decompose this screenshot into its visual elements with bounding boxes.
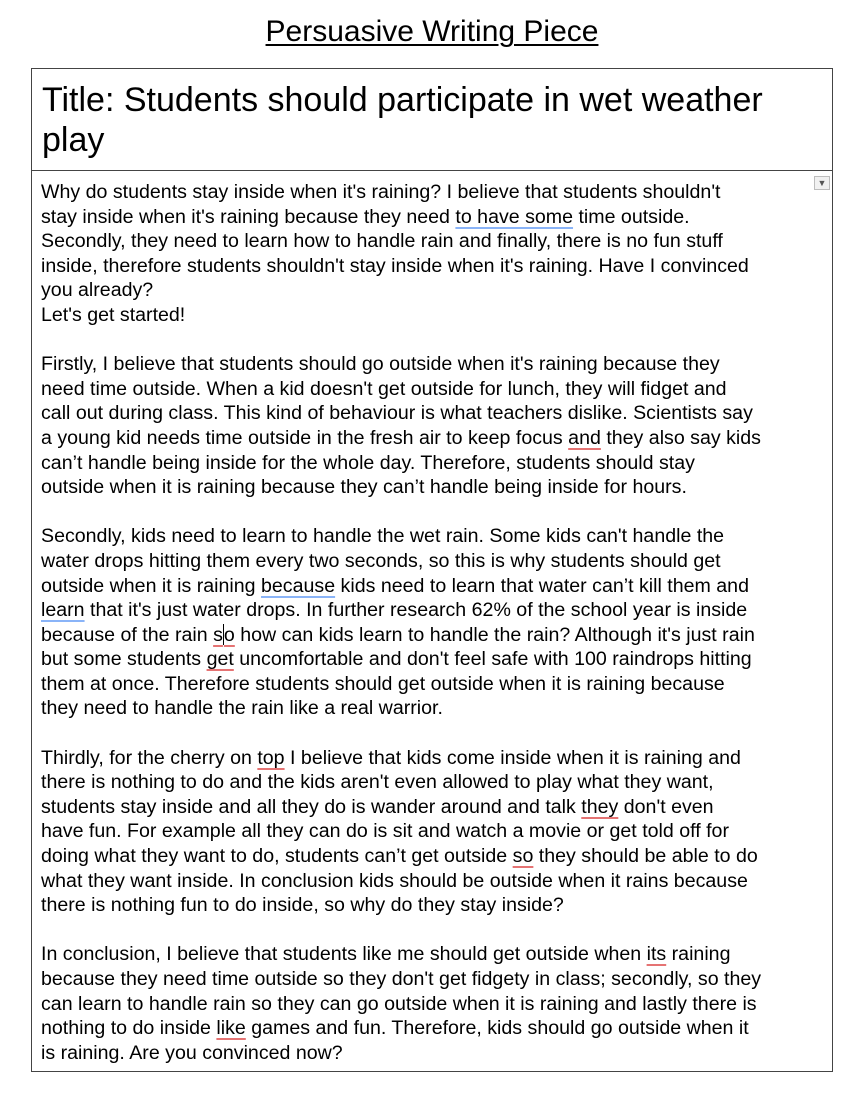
text-segment: kids need to learn that water can’t kill them and (335, 574, 749, 597)
text-line (41, 574, 822, 599)
text-line: need time outside. When a kid doesn't get outside for lunch, they will fidget and (41, 377, 727, 400)
text-segment: they should be able to do (533, 845, 758, 868)
text-line (41, 205, 822, 230)
text-line (41, 598, 822, 623)
text-line: can’t handle being inside for the whole day. Therefore, students should stay (41, 451, 695, 474)
text-line: they need to handle the rain like a real warrior. (41, 697, 443, 720)
text-line (41, 746, 822, 771)
title-cell[interactable] (32, 69, 832, 171)
text-line: have fun. For example all they can do is sit and watch a movie or get told off for (41, 820, 729, 843)
text-segment: but some students (41, 648, 207, 671)
text-segment: raining (666, 943, 731, 966)
text-line: is raining. Are you convinced now? (41, 1041, 343, 1064)
text-line (41, 647, 822, 672)
text-segment: s (213, 623, 223, 646)
text-line: there is nothing fun to do inside, so why do they stay inside? (41, 894, 564, 917)
text-segment: stay inside when it's raining because they need (41, 205, 456, 228)
text-segment: o (223, 623, 235, 646)
text-segment: how can kids learn to handle the rain? Although it's just rain (234, 623, 755, 646)
spelling-suggestion[interactable]: top (257, 746, 285, 769)
text-segment: that it's just water drops. In further research 62% of the school year is inside (84, 599, 748, 622)
spelling-suggestion[interactable]: get (206, 648, 234, 671)
title-line-2: play (42, 121, 105, 159)
text-segment: they also say kids (600, 426, 761, 449)
chevron-down-icon[interactable]: ▼ (814, 176, 830, 190)
spelling-suggestion[interactable] (213, 624, 235, 646)
grammar-suggestion[interactable]: because (261, 574, 336, 597)
text-segment: nothing to do inside (41, 1017, 217, 1040)
text-line (41, 623, 822, 648)
text-line: there is nothing to do and the kids aren't even allowed to play what they want, (41, 771, 714, 794)
spelling-suggestion[interactable]: like (216, 1017, 246, 1040)
text-segment: uncomfortable and don't feel safe with 100 raindrops hitting (233, 648, 752, 671)
title-line-1: Title: Students should participate in wet weather (42, 81, 763, 119)
text-line: Why do students stay inside when it's raining? I believe that students shouldn't (41, 181, 721, 203)
paragraph-firstly (41, 352, 822, 500)
paragraph-conclusion (41, 942, 822, 1065)
text-line: them at once. Therefore students should get outside when it is raining because (41, 672, 725, 695)
text-segment: In conclusion, I believe that students like me should get outside when (41, 943, 647, 966)
text-line: Firstly, I believe that students should go outside when it's raining because they (41, 353, 720, 376)
text-line: call out during class. This kind of behaviour is what teachers dislike. Scientists say (41, 402, 753, 425)
spelling-suggestion[interactable]: they (581, 795, 619, 818)
text-segment: Thirdly, for the cherry on (41, 746, 258, 769)
text-line (41, 942, 822, 967)
text-segment: students stay inside and all they do is wander around and talk (41, 795, 582, 818)
text-line (41, 426, 822, 451)
text-segment: I believe that kids come inside when it is raining and (284, 746, 741, 769)
text-segment: a young kid needs time outside in the fresh air to keep focus (41, 426, 569, 449)
text-segment: don't even (618, 795, 714, 818)
text-line: Secondly, they need to learn how to handle rain and finally, there is no fun stuff (41, 230, 723, 253)
text-segment: because of the rain (41, 623, 214, 646)
spelling-suggestion[interactable]: so (512, 845, 534, 868)
grammar-suggestion[interactable]: learn (41, 599, 85, 622)
text-line (41, 1016, 822, 1041)
text-segment: games and fun. Therefore, kids should go outside when it (245, 1017, 749, 1040)
essay-body-cell[interactable] (32, 171, 832, 1065)
spelling-suggestion[interactable]: its (646, 943, 667, 966)
text-line: you already? (41, 279, 154, 302)
text-segment: time outside. (573, 205, 690, 228)
spelling-suggestion[interactable]: and (568, 426, 601, 449)
text-line: inside, therefore students shouldn't stay inside when it's raining. Have I convinced (41, 254, 749, 277)
text-line: can learn to handle rain so they can go outside when it is raining and lastly there is (41, 992, 757, 1015)
text-line: outside when it is raining because they can’t handle being inside for hours. (41, 476, 687, 499)
page-heading: Persuasive Writing Piece (265, 15, 599, 48)
text-segment: doing what they want to do, students can’t get outside (41, 845, 513, 868)
text-line (41, 795, 822, 820)
text-line: because they need time outside so they don't get fidgety in class; secondly, so they (41, 968, 762, 990)
paragraph-secondly (41, 524, 822, 721)
text-line: what they want inside. In conclusion kids should be outside when it rains because (41, 869, 748, 892)
paragraph-thirdly (41, 746, 822, 918)
text-line: Let's get started! (41, 303, 186, 326)
text-line: water drops hitting them every two seconds, so this is why students should get (41, 549, 721, 572)
text-segment: outside when it is raining (41, 574, 262, 597)
document-table (31, 68, 833, 1072)
text-line (41, 844, 822, 869)
text-line: Secondly, kids need to learn to handle the wet rain. Some kids can't handle the (41, 525, 725, 548)
paragraph-introduction (41, 180, 822, 328)
grammar-suggestion[interactable]: to have some (455, 205, 574, 228)
